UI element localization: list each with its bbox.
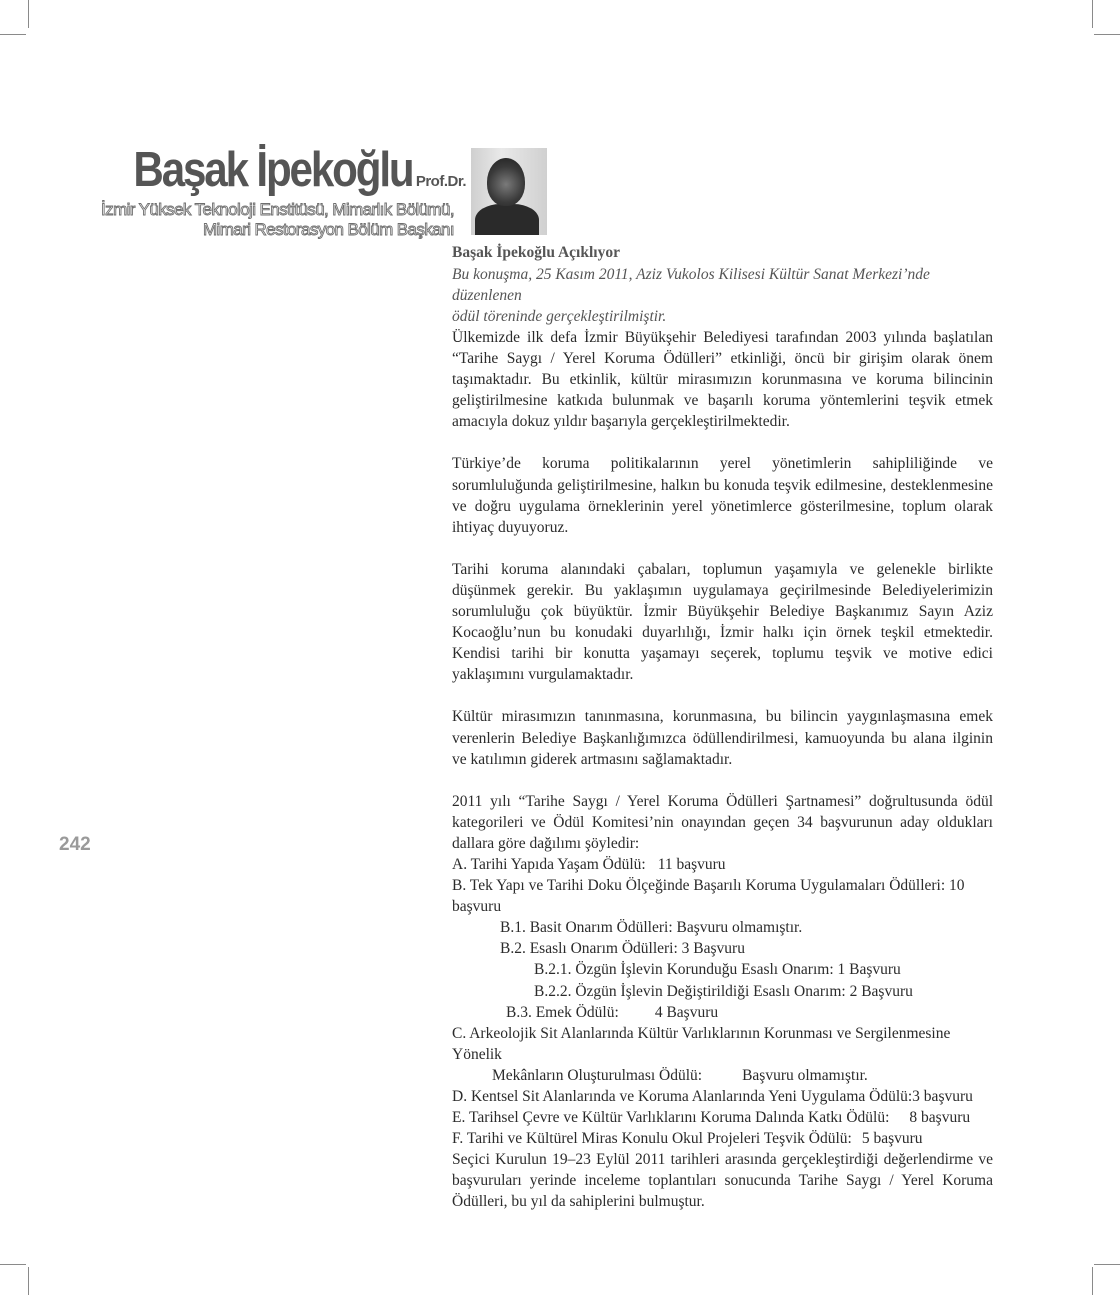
- paragraph: Türkiye’de koruma politikalarının yerel yönetimlerin sahipliliğinde ve sorumluluğunda geliştirilmesine, halkın bu konuda teşvik edilmesine, desteklenmesine ve doğru uygulama örneklerinin yerel yönetimlerce gösterilmesine, toplum olarak ihtiyaç duyuyoruz.: [452, 455, 993, 536]
- list-item-b21: B.2.1. Özgün İşlevin Korunduğu Esaslı Onarım: 1 Başvuru: [534, 961, 901, 979]
- list-lead: 2011 yılı “Tarihe Saygı / Yerel Koruma Ödülleri Şartnamesi” doğrultusunda ödül kategorileri ve Ödül Komitesi’nin onayından geçen 34 başvurunun aday oldukları dallara göre dağılımı şöyledir:: [452, 792, 993, 852]
- author-affiliation: [101, 200, 454, 240]
- list-item-f: [452, 1128, 993, 1149]
- author-title: Prof.Dr.: [415, 173, 466, 190]
- intro-title: Başak İpekoğlu Açıklıyor: [452, 244, 620, 261]
- list-item-b1: B.1. Basit Onarım Ödülleri: Başvuru olmamıştır.: [500, 919, 803, 937]
- crop-mark: [1094, 1264, 1120, 1265]
- affiliation-line: İzmir Yüksek Teknoloji Enstitüsü, Mimarlık Bölümü,: [101, 200, 454, 219]
- page-number: 242: [59, 834, 91, 855]
- affiliation-line: Mimari Restorasyon Bölüm Başkanı: [202, 220, 454, 239]
- photo-figure: [475, 204, 539, 235]
- crop-mark: [1092, 0, 1093, 28]
- list-item-b2: B.2. Esaslı Onarım Ödülleri: 3 Başvuru: [500, 940, 745, 958]
- list-item-label: B.3. Emek Ödülü:: [506, 1003, 619, 1021]
- crop-mark: [0, 34, 26, 35]
- list-item-value: 8 başvuru: [909, 1109, 971, 1127]
- crop-mark: [1092, 1267, 1093, 1295]
- list-item-label: A. Tarihi Yapıda Yaşam Ödülü:: [452, 855, 646, 873]
- list-item-c-cont: [452, 1065, 993, 1086]
- paragraph: Kültür mirasımızın tanınmasına, korunmasına, bu bilincin yaygınlaşmasına emek verenlerin Belediye Başkanlığımızca ödüllendirilmesi, kamuoyunda bu alana ilginin ve katılımın giderek artmasını sağlamaktadır.: [452, 708, 993, 768]
- list-item-label: F. Tarihi ve Kültürel Miras Konulu Okul Projeleri Teşvik Ödülü:: [452, 1130, 852, 1148]
- list-item-b: B. Tek Yapı ve Tarihi Doku Ölçeğinde Başarılı Koruma Uygulamaları Ödülleri: 10 başvuru: [452, 877, 965, 916]
- crop-mark: [28, 1267, 29, 1295]
- list-item-value: 4 Başvuru: [654, 1003, 719, 1021]
- photo-face: [487, 158, 525, 206]
- crop-mark: [1094, 34, 1120, 35]
- closing-paragraph: Seçici Kurulun 19–23 Eylül 2011 tarihleri arasında gerçekleştirdiği değerlendirme ve başvuruları yerinde inceleme toplantıları sonucunda Tarihe Saygı / Yerel Koruma Ödülleri, bu yıl da sahiplerini bulmuştur.: [452, 1151, 993, 1211]
- list-item-a: [452, 854, 993, 875]
- intro-subtitle-line: ödül töreninde gerçekleştirilmiştir.: [452, 308, 667, 325]
- list-item-value: Başvuru olmamıştır.: [742, 1066, 868, 1084]
- list-item-e: [452, 1107, 993, 1128]
- list-item-value: 5 başvuru: [861, 1130, 923, 1148]
- list-item-label: E. Tarihsel Çevre ve Kültür Varlıklarını Koruma Dalında Katkı Ödülü:: [452, 1109, 890, 1127]
- crop-mark: [28, 0, 29, 28]
- author-name: Başak İpekoğlu: [133, 143, 413, 197]
- list-item-b3: [452, 1002, 993, 1023]
- list-item-b22: B.2.2. Özgün İşlevin Değiştirildiği Esaslı Onarım: 2 Başvuru: [534, 982, 913, 1000]
- paragraph: Tarihi koruma alanındaki çabaları, toplumun yaşamıyla ve gelenekle birlikte düşünmek gerekir. Bu yaklaşımın uygulamaya geçirilmesinde Belediyelerimizin sorumluluğu çok büyüktür. İzmir Büyükşehir Belediye Başkanımız Sayın Aziz Kocaoğlu’nun bu konudaki duyarlılığı, İzmir halkı için örnek teşkil etmektedir. Kendisi tarihi bir konutta yaşamayı seçerek, toplumu teşvik ve motive edici yaklaşımını vurgulamaktadır.: [452, 560, 993, 684]
- application-list: [452, 791, 993, 1213]
- author-heading: [88, 142, 466, 198]
- intro-subtitle-line: Bu konuşma, 25 Kasım 2011, Aziz Vukolos Kilisesi Kültür Sanat Merkezi’nde düzenlenen: [452, 266, 930, 304]
- list-item-c: C. Arkeolojik Sit Alanlarında Kültür Varlıklarının Korunması ve Sergilenmesine Yönelik: [452, 1024, 951, 1063]
- article-body: [452, 327, 993, 1213]
- list-item-label: Mekânların Oluşturulması Ödülü:: [492, 1066, 703, 1084]
- author-photo: [471, 148, 547, 235]
- list-item-value: 11 başvuru: [657, 855, 726, 873]
- paragraph: Ülkemizde ilk defa İzmir Büyükşehir Belediyesi tarafından 2003 yılında başlatılan “Tarihe Saygı / Yerel Koruma Ödülleri” etkinliği, öncü bir girişim olarak önem taşımaktadır. Bu etkinlik, kültür mirasımızın korunmasına ve koruma bilincinin geliştirilmesine katkıda bulunmak ve başarılı koruma yöntemlerini teşvik etmek amacıyla dokuz yıldır başarıyla gerçekleştirilmektedir.: [452, 329, 993, 431]
- crop-mark: [0, 1264, 26, 1265]
- intro-subtitle: [452, 264, 993, 327]
- list-item-d: D. Kentsel Sit Alanlarında ve Koruma Alanlarında Yeni Uygulama Ödülü:3 başvuru: [452, 1088, 973, 1105]
